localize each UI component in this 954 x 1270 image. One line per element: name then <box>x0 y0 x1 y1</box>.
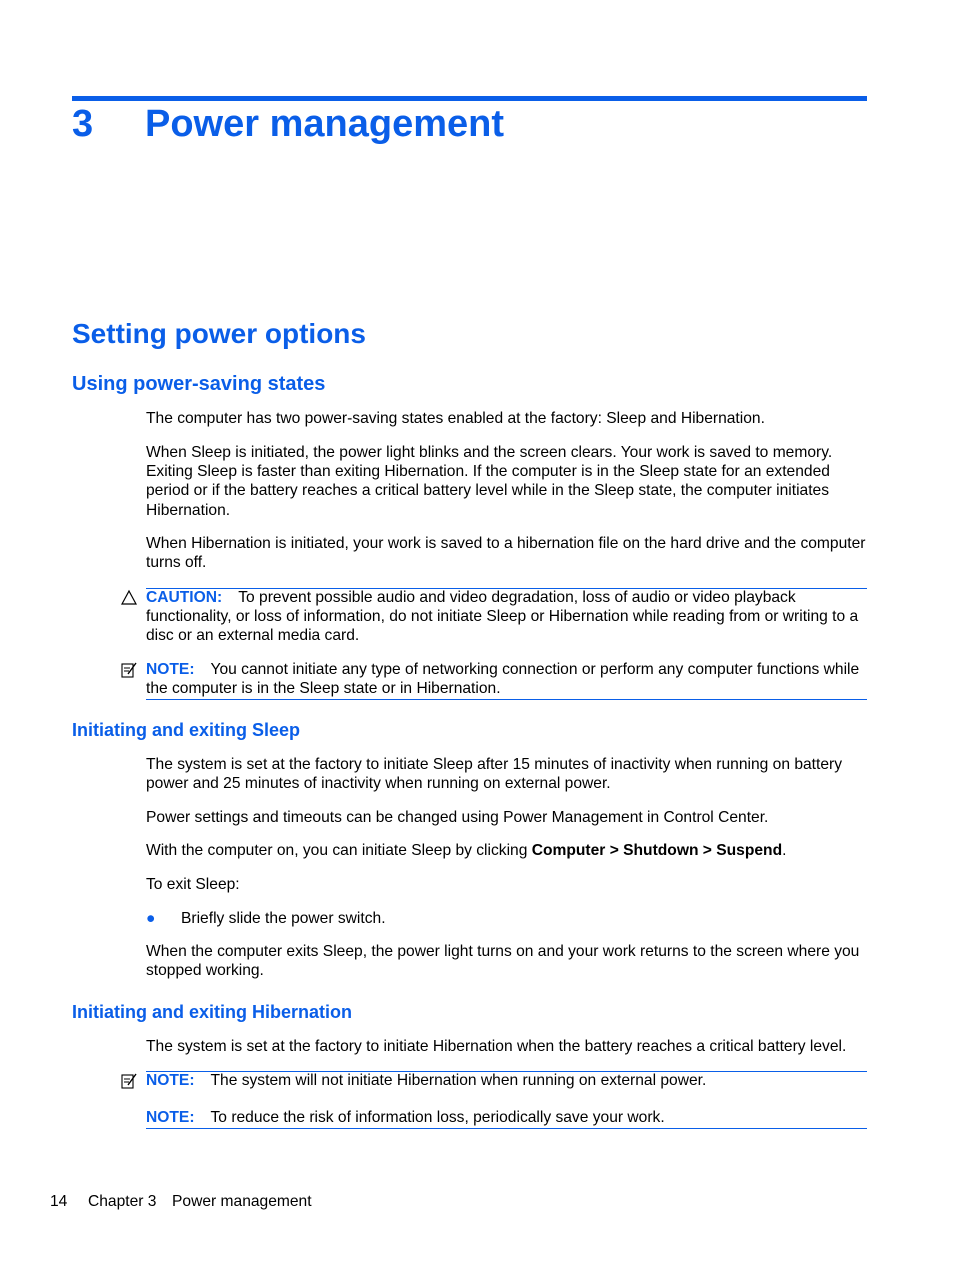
note-bottom-rule <box>146 699 867 700</box>
note-label: NOTE: <box>146 1072 195 1089</box>
note-label: NOTE: <box>146 1109 195 1126</box>
paragraph: The system is set at the factory to initiate Hibernation when the battery reaches a critical battery level. <box>146 1038 847 1055</box>
footer-chapter-ref: Chapter 3 <box>88 1193 157 1210</box>
paragraph: Power settings and timeouts can be changed using Power Management in Control Center. <box>146 809 769 826</box>
chapter-title: Power management <box>145 103 504 145</box>
menu-path: Computer > Shutdown > Suspend <box>531 842 783 859</box>
paragraph: The system is set at the factory to initiate Sleep after 15 minutes of inactivity when running on battery power and 25 minutes of inactivity when running on external power. <box>146 756 843 793</box>
note-block <box>146 1071 868 1090</box>
note-pencil-icon <box>120 1072 138 1090</box>
hibernation-title: Initiating and exiting Hibernation <box>72 1002 353 1022</box>
paragraph: The computer has two power-saving states enabled at the factory: Sleep and Hibernation. <box>146 410 765 427</box>
subsection-title: Using power-saving states <box>72 373 326 395</box>
note-label: NOTE: <box>146 661 195 678</box>
caution-label: CAUTION: <box>146 589 223 606</box>
chapter-number: 3 <box>72 103 94 145</box>
sleep-p3-prefix: With the computer on, you can initiate Sleep by clicking <box>146 842 532 859</box>
footer-chapter-title: Power management <box>172 1193 312 1210</box>
paragraph: When Hibernation is initiated, your work is saved to a hibernation file on the hard drive and the computer turns off. <box>146 535 866 572</box>
section-title: Setting power options <box>72 318 366 349</box>
note2-bottom-rule <box>146 1128 867 1129</box>
note-text: The system will not initiate Hibernation when running on external power. <box>210 1072 707 1089</box>
paragraph <box>146 841 868 860</box>
caution-block <box>146 588 868 646</box>
caution-text: To prevent possible audio and video degradation, loss of audio or video playback functionality, or loss of information, do not initiate Sleep or Hibernation while reading from or writing to a disc or an external media card. <box>146 589 859 645</box>
sleep-title: Initiating and exiting Sleep <box>72 720 301 740</box>
paragraph: When the computer exits Sleep, the power light turns on and your work returns to the screen where you stopped working. <box>146 943 860 980</box>
note-text: You cannot initiate any type of networking connection or perform any computer functions while the computer is in the Sleep state or in Hibernation. <box>146 661 860 698</box>
note-block <box>146 1108 868 1127</box>
note-pencil-icon <box>120 661 138 679</box>
bullet-dot-icon: ● <box>146 910 156 927</box>
list-item: Briefly slide the power switch. <box>181 910 386 927</box>
paragraph: When Sleep is initiated, the power light blinks and the screen clears. Your work is saved to memory. Exiting Sleep is faster than exiting Hibernation. If the computer is in the Sleep state for an extended period or if the battery reaches a critical battery level while in the Sleep state, the computer initiates Hibernation. <box>146 444 833 519</box>
page-number: 14 <box>50 1193 68 1210</box>
caution-triangle-icon <box>120 589 138 607</box>
note-text: To reduce the risk of information loss, periodically save your work. <box>210 1109 665 1126</box>
note-block <box>146 660 868 698</box>
sleep-p3-suffix: . <box>782 842 787 859</box>
paragraph: To exit Sleep: <box>146 876 240 893</box>
